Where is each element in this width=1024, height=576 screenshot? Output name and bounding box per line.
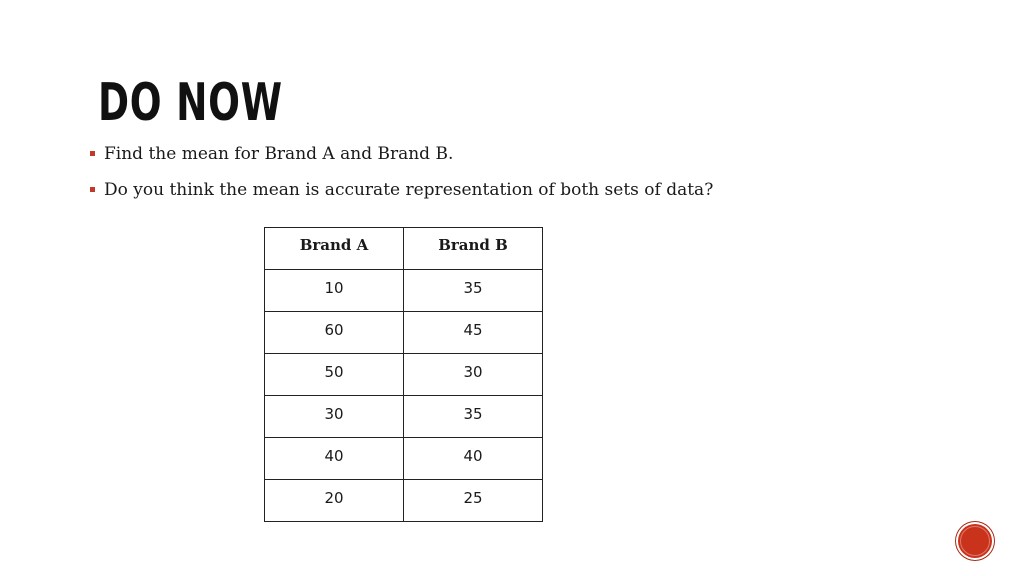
table-row bbox=[265, 396, 543, 438]
square-bullet-icon bbox=[90, 151, 95, 156]
circle-nav-icon bbox=[960, 526, 990, 556]
table-cell: 40 bbox=[404, 438, 543, 480]
table-cell: 35 bbox=[404, 270, 543, 312]
table-cell: 40 bbox=[265, 438, 404, 480]
slide-nav-button[interactable] bbox=[956, 522, 994, 560]
table-row bbox=[265, 480, 543, 522]
slide-title: DO NOW bbox=[98, 73, 283, 133]
table-cell: 35 bbox=[404, 396, 543, 438]
table-cell: 30 bbox=[404, 354, 543, 396]
table-cell: 50 bbox=[265, 354, 404, 396]
table-cell: 10 bbox=[265, 270, 404, 312]
bullet-item bbox=[88, 142, 713, 178]
bullet-text: Do you think the mean is accurate representation of both sets of data? bbox=[104, 180, 714, 200]
table-cell: 25 bbox=[404, 480, 543, 522]
table-cell: 20 bbox=[265, 480, 404, 522]
header-brand-a: Brand A bbox=[265, 228, 404, 270]
table-row bbox=[265, 438, 543, 480]
table-row bbox=[265, 354, 543, 396]
table-header-row bbox=[265, 228, 543, 270]
table-row bbox=[265, 312, 543, 354]
square-bullet-icon bbox=[90, 187, 95, 192]
bullet-list bbox=[88, 142, 713, 214]
header-brand-b: Brand B bbox=[404, 228, 543, 270]
table-cell: 30 bbox=[265, 396, 404, 438]
table-cell: 60 bbox=[265, 312, 404, 354]
table-row bbox=[265, 270, 543, 312]
bullet-text: Find the mean for Brand A and Brand B. bbox=[104, 144, 454, 164]
table-cell: 45 bbox=[404, 312, 543, 354]
bullet-item bbox=[88, 178, 713, 214]
brand-data-table bbox=[264, 227, 543, 522]
